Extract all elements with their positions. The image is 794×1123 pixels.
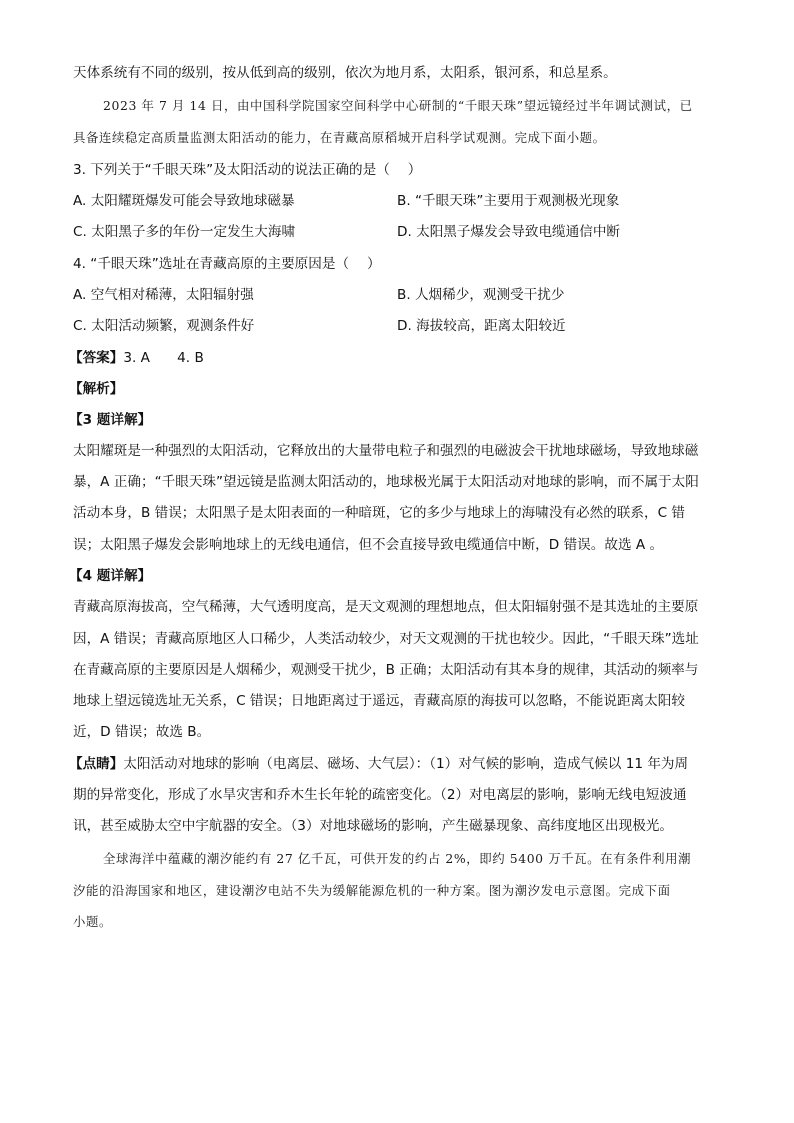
question-3-detail-line-2: 暴，A 正确；“千眼天珠”望远镜是监测太阳活动的，地球极光属于太阳活动对地球的影响，而不属于太阳 [73,474,699,490]
material-2-line-3: 小题。 [73,914,112,929]
question-4-detail-line-4: 地球上望远镜选址无关系，C 错误；日地距离过于遥远，青藏高原的海拔可以忽略，不能说距离太阳较 [73,693,685,709]
question-4-detail-line-2: 因，A 错误；青藏高原地区人口稀少，人类活动较少，对天文观测的干扰也较少。因此，“千眼天珠”选址 [73,631,699,647]
question-4-detail-line-5: 近，D 错误；故选 B。 [73,724,211,740]
question-4-options-row-2 [73,316,723,336]
question-3-options-row-2 [73,222,723,242]
material-2-line-1: 全球海洋中蕴藏的潮汐能约有 27 亿千瓦，可供开发的约占 2%，即约 5400 万千瓦。在有条件利用潮 [103,851,692,866]
tip-text-1: 太阳活动对地球的影响（电离层、磁场、大气层）：（1）对气候的影响，造成气候以 11 年为周 [123,756,689,772]
analysis-label: 【解析】 [69,381,124,397]
question-4-option-d: D. 海拔较高，距离太阳较近 [397,318,566,334]
question-4-stem: 4. “千眼天珠”选址在青藏高原的主要原因是（ ） [73,256,381,272]
question-3-options-row-1 [73,191,723,211]
question-3-detail-line-3: 活动本身，B 错误；太阳黑子是太阳表面的一种暗斑，它的多少与地球上的海啸没有必然的联系，C 错 [73,505,685,521]
question-4-options-row-1 [73,285,723,305]
tip-label: 【点睛】 [69,756,124,772]
intro-line: 天体系统有不同的级别，按从低到高的级别，依次为地月系，太阳系，银河系，和总星系。 [73,65,617,81]
question-3-option-d: D. 太阳黑子爆发会导致电缆通信中断 [397,224,621,240]
answer-label: 【答案】 [69,350,124,366]
material-2-line-2: 汐能的沿海国家和地区，建设潮汐电站不失为缓解能源危机的一种方案。图为潮汐发电示意图。完成下面 [73,883,671,898]
question-4-option-c: C. 太阳活动频繁，观测条件好 [73,318,255,334]
question-4-option-b: B. 人烟稀少，观测受干扰少 [397,287,565,303]
question-4-detail-line-1: 青藏高原海拔高，空气稀薄，大气透明度高，是天文观测的理想地点，但太阳辐射强不是其选址的主要原 [73,599,699,615]
question-3-detail-label: 【3 题详解】 [69,412,152,428]
tip-line-1 [69,754,688,774]
question-4-option-a: A. 空气相对稀薄，太阳辐射强 [73,287,254,303]
question-3-detail-line-1: 太阳耀斑是一种强烈的太阳活动，它释放出的大量带电粒子和强烈的电磁波会干扰地球磁场，导致地球磁 [73,443,699,459]
material-1-line-2: 具备连续稳定高质量监测太阳活动的能力，在青藏高原稻城开启科学试观测。完成下面小题。 [73,130,606,145]
question-3-option-b: B. “千眼天珠”主要用于观测极光现象 [397,193,620,209]
question-4-detail-label: 【4 题详解】 [69,568,152,584]
question-3-option-a: A. 太阳耀斑爆发可能会导致地球磁暴 [73,193,295,209]
material-1-line-1: 2023 年 7 月 14 日，由中国科学院国家空间科学中心研制的“千眼天珠”望远镜经过半年调试测试，已 [103,98,693,113]
question-3-option-c: C. 太阳黑子多的年份一定发生大海啸 [73,224,296,240]
answer-line [69,348,204,368]
answer-text: 3. A 4. B [123,350,204,366]
question-4-detail-line-3: 在青藏高原的主要原因是人烟稀少，观测受干扰少，B 正确；太阳活动有其本身的规律，其活动的频率与 [73,662,699,678]
tip-line-2: 期的异常变化，形成了水旱灾害和乔木生长年轮的疏密变化。（2）对电离层的影响，影响无线电短波通 [73,787,687,803]
question-3-detail-line-4: 误；太阳黑子爆发会影响地球上的无线电通信，但不会直接导致电缆通信中断，D 错误。故选 A 。 [73,537,664,553]
tip-line-3: 讯，甚至威胁太空中宇航器的安全。（3）对地球磁场的影响，产生磁暴现象、高纬度地区出现极光。 [73,818,673,834]
question-3-stem: 3. 下列关于“千眼天珠”及太阳活动的说法正确的是（ ） [73,162,422,178]
